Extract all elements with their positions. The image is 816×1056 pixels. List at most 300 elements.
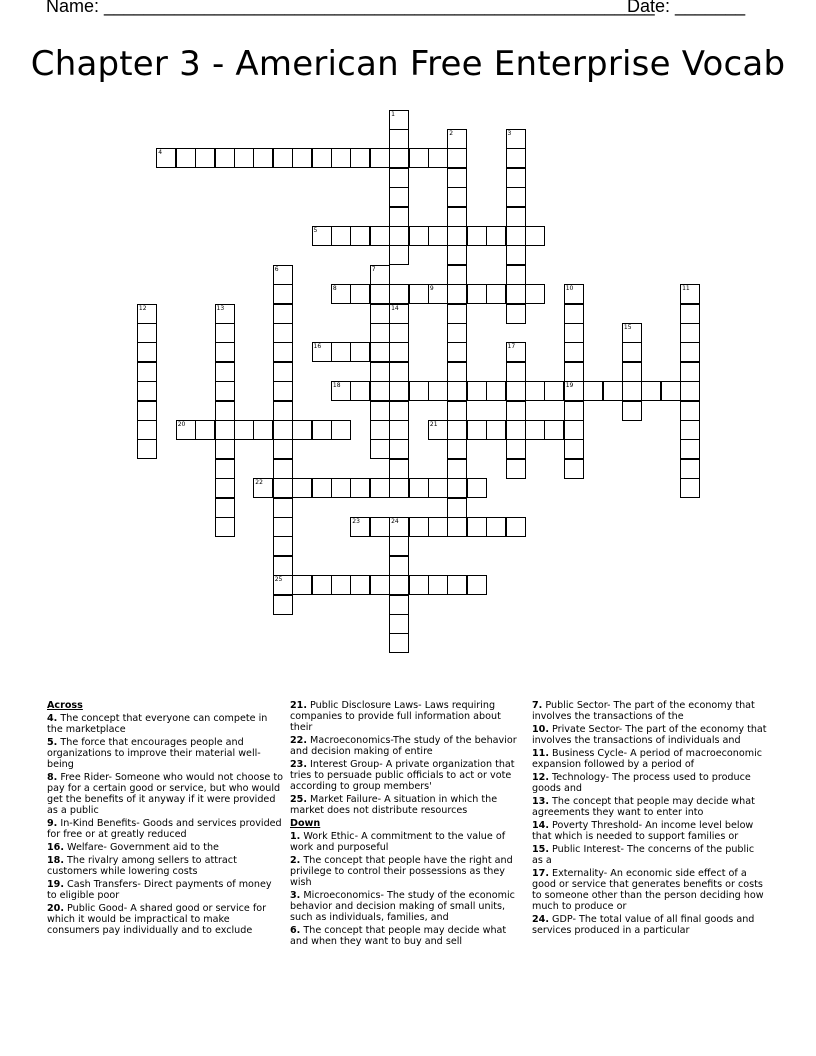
grid-cell[interactable] xyxy=(273,536,293,556)
grid-cell[interactable] xyxy=(370,478,390,498)
grid-cell[interactable] xyxy=(292,420,312,440)
grid-cell[interactable] xyxy=(447,575,467,595)
grid-cell[interactable] xyxy=(370,420,390,440)
grid-cell[interactable] xyxy=(409,517,429,537)
grid-cell[interactable] xyxy=(506,517,526,537)
grid-cell[interactable] xyxy=(350,226,370,246)
grid-cell[interactable] xyxy=(234,148,254,168)
grid-cell[interactable] xyxy=(389,420,409,440)
grid-cell[interactable] xyxy=(447,304,467,324)
clue-item xyxy=(532,700,768,722)
grid-cell[interactable] xyxy=(389,633,409,653)
clue-number: 15 xyxy=(623,323,632,331)
grid-cell[interactable] xyxy=(137,323,157,343)
grid-cell[interactable] xyxy=(603,381,623,401)
grid-cell[interactable] xyxy=(506,381,526,401)
grid-cell[interactable] xyxy=(680,304,700,324)
grid-cell[interactable] xyxy=(486,284,506,304)
grid-cell[interactable] xyxy=(137,362,157,382)
grid-cell[interactable] xyxy=(253,420,273,440)
clue-number: 10 xyxy=(565,285,574,293)
clue-text: The rivalry among sellers to attract customers while lowering costs xyxy=(47,855,237,877)
grid-cell[interactable] xyxy=(389,342,409,362)
clue-number-label: 6. xyxy=(290,925,301,936)
grid-cell[interactable] xyxy=(447,439,467,459)
clue-text: Interest Group- A private organization that tries to persuade public officials to act or vote according to group members' xyxy=(290,759,515,792)
clue-item xyxy=(47,842,283,853)
grid-cell[interactable] xyxy=(176,148,196,168)
grid-cell[interactable] xyxy=(506,168,526,188)
grid-cell[interactable] xyxy=(137,420,157,440)
grid-cell[interactable] xyxy=(506,129,526,149)
grid-cell[interactable] xyxy=(137,304,157,324)
grid-cell[interactable] xyxy=(447,207,467,227)
grid-cell[interactable] xyxy=(389,148,409,168)
grid-cell[interactable] xyxy=(331,284,351,304)
grid-cell[interactable] xyxy=(409,478,429,498)
grid-cell[interactable] xyxy=(661,381,681,401)
grid-cell[interactable] xyxy=(447,478,467,498)
grid-cell[interactable] xyxy=(389,517,409,537)
grid-cell[interactable] xyxy=(506,362,526,382)
grid-cell[interactable] xyxy=(370,362,390,382)
grid-cell[interactable] xyxy=(680,478,700,498)
grid-cell[interactable] xyxy=(447,245,467,265)
clue-section-header: Down xyxy=(290,818,321,829)
grid-cell[interactable] xyxy=(564,420,584,440)
clue-number: 18 xyxy=(332,382,341,390)
grid-cell[interactable] xyxy=(273,342,293,362)
grid-cell[interactable] xyxy=(350,478,370,498)
grid-cell[interactable] xyxy=(137,439,157,459)
grid-cell[interactable] xyxy=(525,420,545,440)
clue-item xyxy=(290,925,526,947)
grid-cell[interactable] xyxy=(292,478,312,498)
grid-cell[interactable] xyxy=(506,420,526,440)
grid-cell[interactable] xyxy=(428,478,448,498)
grid-cell[interactable] xyxy=(467,420,487,440)
grid-cell[interactable] xyxy=(447,401,467,421)
clue-text: Free Rider- Someone who would not choose to pay for a certain good or service, but who would get the benefits of it anyway if it were provided as a public xyxy=(47,772,283,816)
grid-cell[interactable] xyxy=(506,304,526,324)
grid-cell[interactable] xyxy=(389,556,409,576)
grid-cell[interactable] xyxy=(292,148,312,168)
grid-cell[interactable] xyxy=(447,498,467,518)
grid-cell[interactable] xyxy=(215,420,235,440)
grid-cell[interactable] xyxy=(525,226,545,246)
clue-text: The concept that people may decide what and when they want to buy and sell xyxy=(290,925,507,947)
clues-column-1 xyxy=(47,700,283,938)
grid-cell[interactable] xyxy=(447,342,467,362)
clue-number-label: 1. xyxy=(290,831,301,842)
grid-cell[interactable] xyxy=(370,226,390,246)
grid-cell[interactable] xyxy=(389,207,409,227)
grid-cell[interactable] xyxy=(273,323,293,343)
grid-cell[interactable] xyxy=(273,401,293,421)
grid-cell[interactable] xyxy=(273,362,293,382)
grid-cell[interactable] xyxy=(215,498,235,518)
clue-number-label: 13. xyxy=(532,796,549,807)
grid-cell[interactable] xyxy=(447,284,467,304)
grid-cell[interactable] xyxy=(428,148,448,168)
grid-cell[interactable] xyxy=(486,226,506,246)
clue-number: 12 xyxy=(138,304,147,312)
grid-cell[interactable] xyxy=(564,284,584,304)
clue-item xyxy=(532,748,768,770)
grid-cell[interactable] xyxy=(253,148,273,168)
grid-cell[interactable] xyxy=(506,284,526,304)
grid-cell[interactable] xyxy=(215,148,235,168)
clue-number: 16 xyxy=(313,343,322,351)
grid-cell[interactable] xyxy=(350,148,370,168)
grid-cell[interactable] xyxy=(680,284,700,304)
name-label[interactable]: Name: _______________________________________________________ xyxy=(46,0,655,16)
grid-cell[interactable] xyxy=(409,575,429,595)
clue-text: Technology- The process used to produce goods and xyxy=(532,772,751,794)
grid-cell[interactable] xyxy=(137,401,157,421)
grid-cell[interactable] xyxy=(273,304,293,324)
grid-cell[interactable] xyxy=(156,148,176,168)
grid-cell[interactable] xyxy=(506,187,526,207)
grid-cell[interactable] xyxy=(447,517,467,537)
grid-cell[interactable] xyxy=(273,381,293,401)
grid-cell[interactable] xyxy=(564,401,584,421)
grid-cell[interactable] xyxy=(215,342,235,362)
grid-cell[interactable] xyxy=(370,304,390,324)
clue-item xyxy=(532,772,768,794)
grid-cell[interactable] xyxy=(409,381,429,401)
clue-number: 7 xyxy=(371,265,376,273)
grid-cell[interactable] xyxy=(389,284,409,304)
grid-cell[interactable] xyxy=(292,575,312,595)
clue-number: 19 xyxy=(565,382,574,390)
grid-cell[interactable] xyxy=(506,245,526,265)
grid-cell[interactable] xyxy=(273,284,293,304)
clue-item xyxy=(47,713,283,735)
grid-cell[interactable] xyxy=(273,148,293,168)
clue-number-label: 19. xyxy=(47,879,64,890)
grid-cell[interactable] xyxy=(564,323,584,343)
clue-text: Macroeconomics-The study of the behavior and decision making of entire xyxy=(290,735,517,757)
grid-cell[interactable] xyxy=(680,323,700,343)
page-title: Chapter 3 - American Free Enterprise Vocab xyxy=(30,44,786,84)
grid-cell[interactable] xyxy=(273,420,293,440)
grid-cell[interactable] xyxy=(467,478,487,498)
grid-cell[interactable] xyxy=(312,226,332,246)
grid-cell[interactable] xyxy=(506,401,526,421)
grid-cell[interactable] xyxy=(447,420,467,440)
grid-cell[interactable] xyxy=(370,323,390,343)
grid-cell[interactable] xyxy=(680,362,700,382)
clue-item xyxy=(47,818,283,840)
grid-cell[interactable] xyxy=(506,226,526,246)
grid-cell[interactable] xyxy=(215,478,235,498)
clue-number: 4 xyxy=(158,149,163,157)
clue-number: 23 xyxy=(352,517,360,525)
clue-number: 25 xyxy=(274,576,283,584)
clue-text: Cash Transfers- Direct payments of money to eligible poor xyxy=(47,879,272,901)
clue-number-label: 11. xyxy=(532,748,549,759)
date-label[interactable]: Date: _______ xyxy=(627,0,746,16)
grid-cell[interactable] xyxy=(273,459,293,479)
grid-cell[interactable] xyxy=(389,575,409,595)
grid-cell[interactable] xyxy=(680,459,700,479)
grid-cell[interactable] xyxy=(215,381,235,401)
grid-cell[interactable] xyxy=(331,478,351,498)
grid-cell[interactable] xyxy=(428,420,448,440)
grid-cell[interactable] xyxy=(273,517,293,537)
grid-cell[interactable] xyxy=(525,284,545,304)
grid-cell[interactable] xyxy=(447,129,467,149)
clue-number-label: 17. xyxy=(532,868,549,879)
grid-cell[interactable] xyxy=(506,439,526,459)
grid-cell[interactable] xyxy=(486,381,506,401)
grid-cell[interactable] xyxy=(447,362,467,382)
grid-cell[interactable] xyxy=(331,342,351,362)
grid-cell[interactable] xyxy=(506,342,526,362)
grid-cell[interactable] xyxy=(525,381,545,401)
clue-item xyxy=(290,700,526,733)
grid-cell[interactable] xyxy=(622,362,642,382)
grid-cell[interactable] xyxy=(215,401,235,421)
grid-cell[interactable] xyxy=(389,439,409,459)
grid-cell[interactable] xyxy=(389,129,409,149)
grid-cell[interactable] xyxy=(215,517,235,537)
grid-cell[interactable] xyxy=(215,362,235,382)
grid-cell[interactable] xyxy=(253,478,273,498)
grid-cell[interactable] xyxy=(622,401,642,421)
grid-cell[interactable] xyxy=(506,207,526,227)
clue-text: Private Sector- The part of the economy that involves the transactions of individuals and xyxy=(532,724,767,746)
grid-cell[interactable] xyxy=(350,284,370,304)
clues-column-3 xyxy=(532,700,768,938)
clue-text: Public Good- A shared good or service for which it would be impractical to make consumers pay individually and to exclude xyxy=(47,903,267,936)
grid-cell[interactable] xyxy=(370,342,390,362)
grid-cell[interactable] xyxy=(350,342,370,362)
grid-cell[interactable] xyxy=(389,614,409,634)
grid-cell[interactable] xyxy=(389,459,409,479)
clues-column-2 xyxy=(290,700,526,949)
grid-cell[interactable] xyxy=(583,381,603,401)
grid-cell[interactable] xyxy=(389,110,409,130)
grid-cell[interactable] xyxy=(544,420,564,440)
grid-cell[interactable] xyxy=(234,420,254,440)
clue-text: Public Interest- The concerns of the public as a xyxy=(532,844,755,866)
clue-item xyxy=(47,879,283,901)
grid-cell[interactable] xyxy=(447,187,467,207)
grid-cell[interactable] xyxy=(467,517,487,537)
grid-cell[interactable] xyxy=(312,575,332,595)
grid-cell[interactable] xyxy=(641,381,661,401)
grid-cell[interactable] xyxy=(486,420,506,440)
grid-cell[interactable] xyxy=(215,304,235,324)
grid-cell[interactable] xyxy=(273,595,293,615)
grid-cell[interactable] xyxy=(195,420,215,440)
grid-cell[interactable] xyxy=(273,556,293,576)
grid-cell[interactable] xyxy=(370,284,390,304)
clue-item xyxy=(290,855,526,888)
grid-cell[interactable] xyxy=(564,304,584,324)
grid-cell[interactable] xyxy=(680,439,700,459)
grid-cell[interactable] xyxy=(370,575,390,595)
grid-cell[interactable] xyxy=(622,381,642,401)
grid-cell[interactable] xyxy=(312,478,332,498)
clue-text: Market Failure- A situation in which the market does not distribute resources xyxy=(290,794,498,816)
clue-number: 9 xyxy=(429,285,434,293)
grid-cell[interactable] xyxy=(370,401,390,421)
grid-cell[interactable] xyxy=(331,148,351,168)
grid-cell[interactable] xyxy=(409,226,429,246)
grid-cell[interactable] xyxy=(680,420,700,440)
grid-cell[interactable] xyxy=(350,575,370,595)
grid-cell[interactable] xyxy=(447,381,467,401)
grid-cell[interactable] xyxy=(467,284,487,304)
grid-cell[interactable] xyxy=(680,342,700,362)
grid-cell[interactable] xyxy=(409,284,429,304)
grid-cell[interactable] xyxy=(137,342,157,362)
grid-cell[interactable] xyxy=(350,517,370,537)
clue-item xyxy=(47,737,283,770)
clue-text: Business Cycle- A period of macroeconomic expansion followed by a period of xyxy=(532,748,763,770)
grid-cell[interactable] xyxy=(137,381,157,401)
grid-cell[interactable] xyxy=(273,265,293,285)
clue-number-label: 3. xyxy=(290,890,301,901)
grid-cell[interactable] xyxy=(331,420,351,440)
grid-cell[interactable] xyxy=(273,498,293,518)
grid-cell[interactable] xyxy=(389,401,409,421)
clue-number-label: 10. xyxy=(532,724,549,735)
grid-cell[interactable] xyxy=(564,381,584,401)
clue-number: 3 xyxy=(507,129,512,137)
clue-number-label: 16. xyxy=(47,842,64,853)
grid-cell[interactable] xyxy=(680,401,700,421)
grid-cell[interactable] xyxy=(195,148,215,168)
clue-number-label: 5. xyxy=(47,737,58,748)
clue-item xyxy=(47,855,283,877)
grid-cell[interactable] xyxy=(389,362,409,382)
grid-cell[interactable] xyxy=(428,226,448,246)
grid-cell[interactable] xyxy=(564,439,584,459)
clue-section-header: Across xyxy=(47,700,83,711)
grid-cell[interactable] xyxy=(331,381,351,401)
grid-cell[interactable] xyxy=(331,226,351,246)
clue-number-label: 15. xyxy=(532,844,549,855)
grid-cell[interactable] xyxy=(447,226,467,246)
grid-cell[interactable] xyxy=(506,148,526,168)
grid-cell[interactable] xyxy=(409,148,429,168)
grid-cell[interactable] xyxy=(389,478,409,498)
clue-text: In-Kind Benefits- Goods and services provided for free or at greatly reduced xyxy=(47,818,282,840)
clue-text: Microeconomics- The study of the economic behavior and decision making of small units, such as individuals, families, and xyxy=(290,890,515,923)
grid-cell[interactable] xyxy=(389,187,409,207)
grid-cell[interactable] xyxy=(506,265,526,285)
grid-cell[interactable] xyxy=(486,517,506,537)
grid-cell[interactable] xyxy=(370,517,390,537)
clue-number: 11 xyxy=(682,285,690,293)
grid-cell[interactable] xyxy=(312,420,332,440)
grid-cell[interactable] xyxy=(447,323,467,343)
clue-number: 14 xyxy=(391,304,399,312)
grid-cell[interactable] xyxy=(564,342,584,362)
clue-text: Welfare- Government aid to the xyxy=(64,842,219,853)
grid-cell[interactable] xyxy=(370,148,390,168)
clue-number-label: 4. xyxy=(47,713,58,724)
clue-item xyxy=(532,796,768,818)
grid-cell[interactable] xyxy=(564,459,584,479)
clue-number: 13 xyxy=(216,304,225,312)
grid-cell[interactable] xyxy=(622,342,642,362)
clue-item xyxy=(290,890,526,923)
grid-cell[interactable] xyxy=(389,323,409,343)
clue-text: The concept that people have the right and privilege to control their possessions as they wish xyxy=(290,855,513,888)
grid-cell[interactable] xyxy=(680,381,700,401)
grid-cell[interactable] xyxy=(467,575,487,595)
clue-item xyxy=(290,794,526,816)
clue-text: The concept that everyone can compete in the marketplace xyxy=(47,713,268,735)
grid-cell[interactable] xyxy=(370,439,390,459)
clue-item xyxy=(532,868,768,912)
grid-cell[interactable] xyxy=(273,478,293,498)
grid-cell[interactable] xyxy=(447,168,467,188)
grid-cell[interactable] xyxy=(467,381,487,401)
grid-cell[interactable] xyxy=(389,168,409,188)
grid-cell[interactable] xyxy=(389,381,409,401)
grid-cell[interactable] xyxy=(370,265,390,285)
grid-cell[interactable] xyxy=(447,148,467,168)
clue-number: 17 xyxy=(507,343,516,351)
clue-item xyxy=(532,914,768,936)
grid-cell[interactable] xyxy=(389,536,409,556)
grid-cell[interactable] xyxy=(389,595,409,615)
grid-cell[interactable] xyxy=(447,265,467,285)
grid-cell[interactable] xyxy=(544,381,564,401)
grid-cell[interactable] xyxy=(428,381,448,401)
grid-cell[interactable] xyxy=(389,304,409,324)
clue-number: 21 xyxy=(429,420,438,428)
grid-cell[interactable] xyxy=(312,342,332,362)
clue-number: 2 xyxy=(449,129,454,137)
clue-number-label: 9. xyxy=(47,818,58,829)
grid-cell[interactable] xyxy=(428,517,448,537)
grid-cell[interactable] xyxy=(176,420,196,440)
grid-cell[interactable] xyxy=(564,362,584,382)
grid-cell[interactable] xyxy=(215,439,235,459)
grid-cell[interactable] xyxy=(622,323,642,343)
grid-cell[interactable] xyxy=(506,459,526,479)
grid-cell[interactable] xyxy=(389,245,409,265)
grid-cell[interactable] xyxy=(331,575,351,595)
clue-text: Work Ethic- A commitment to the value of work and purposeful xyxy=(290,831,506,853)
clue-number-label: 7. xyxy=(532,700,543,711)
grid-cell[interactable] xyxy=(428,575,448,595)
clue-item xyxy=(47,903,283,936)
clue-number-label: 22. xyxy=(290,735,307,746)
grid-cell[interactable] xyxy=(428,284,448,304)
clue-text: Externality- An economic side effect of a good or service that generates benefits or costs to someone other than the person deciding how much to produce or xyxy=(532,868,764,912)
grid-cell[interactable] xyxy=(370,381,390,401)
grid-cell[interactable] xyxy=(273,575,293,595)
grid-cell[interactable] xyxy=(389,226,409,246)
grid-cell[interactable] xyxy=(350,381,370,401)
grid-cell[interactable] xyxy=(215,459,235,479)
clue-item xyxy=(290,735,526,757)
grid-cell[interactable] xyxy=(312,148,332,168)
grid-cell[interactable] xyxy=(273,439,293,459)
grid-cell[interactable] xyxy=(447,459,467,479)
grid-cell[interactable] xyxy=(467,226,487,246)
clue-number-label: 8. xyxy=(47,772,58,783)
grid-cell[interactable] xyxy=(215,323,235,343)
